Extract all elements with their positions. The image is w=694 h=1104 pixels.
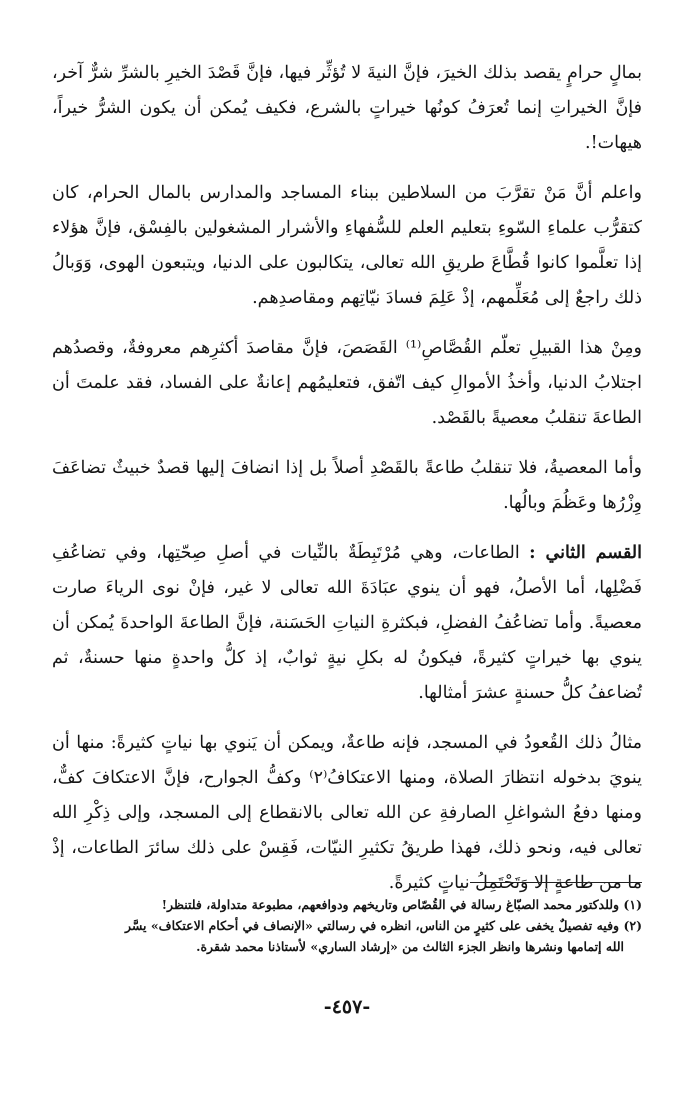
main-text [52, 56, 642, 901]
paragraph-1 [52, 56, 642, 161]
paragraph-6-text: مثالُ ذلك القُعودُ في المسجد، فإنه طاعةٌ، ويمكن أن يَنوي بها نياتٍ كثيرةً: منها أن ينويَ بدخوله انتظارَ الصلاة، ومنها الاعتكافُ⁽٢⁾ وكفُّ الجوارح، فإنَّ الاعتكافَ كفٌّ، ومنها دفعُ الشواغلِ الصارفةِ عن الله تعالى بالانقطاع إلى المسجد، وإلى ذِكْرِ الله تعالى فيه، ونحو ذلك، فهذا طريقُ تكثيرِ النيّات، فَقِسْ على ذلك سائرَ الطاعات، إذْ ما من طاعةٍ إلا وَتَحْتَمِلُ نياتٍ كثيرةً. [52, 733, 642, 893]
page-number: -٤٥٧- [323, 996, 371, 1018]
section-heading: القسم الثاني : [529, 543, 642, 563]
footnote-2: (٢) وفيه تفصيلٌ يخفى على كثيرٍ من الناس، انظره في رسالتي «الإنصاف في أحكام الاعتكاف» يسَّر [124, 918, 642, 933]
paragraph-6 [52, 725, 642, 901]
footnote-separator [470, 882, 642, 883]
paragraph-3-text: ومِنْ هذا القبيلِ تعلّم القُصَّاصِ⁽¹⁾ القَصَصَ، فإنَّ مقاصدَ أكثرِهم معروفةٌ، وقصدُهم اجتلابُ الدنيا، وأخذُ الأموالِ كيف اتّفق، فتعليمُهم إعانةٌ على الفساد، فقد علمتَ أن الطاعةَ تنقلبُ معصيةً بالقَصْد. [52, 338, 642, 428]
footnote-1: (١) وللدكتور محمد الصبّاغ رسالة في القُصّاص وتاريخهم ودوافعهم، مطبوعة متداولة، فلتنظر! [161, 897, 642, 912]
paragraph-5 [52, 535, 642, 711]
footnote-2-continued: الله إتمامها ونشرها وانظر الجزء الثالث من «إرشاد الساري» لأستاذنا محمد شقرة. [196, 939, 624, 954]
paragraph-2 [52, 175, 642, 316]
paragraph-2-text: واعلم أنَّ مَنْ تقرَّبَ من السلاطين ببناء المساجد والمدارس بالمال الحرام، كان كتقرُّب علماءِ السّوءِ بتعليم العلم للسُّفهاءِ والأشرار المشغولين بالفِسْق، فإنَّ هؤلاء إذا تعلَّموا كانوا قُطَّاعَ طريقِ الله تعالى، يتكالبون على الدنيا، ويتبعون الهوى، وَوَبالُ ذلك راجعٌ إلى مُعَلِّمهم، إذْ عَلِمَ فسادَ نيّاتِهم ومقاصدِهم. [52, 183, 642, 308]
paragraph-4-text: وأما المعصيةُ، فلا تنقلبُ طاعةً بالقَصْدِ أصلاً بل إذا انضافَ إليها قصدٌ خبيثٌ تضاعَفَ وِزْرُها وعَظُمَ وبالُها. [52, 458, 642, 513]
paragraph-4 [52, 450, 642, 521]
paragraph-3 [52, 330, 642, 436]
paragraph-1-text: بمالٍ حرامٍ يقصد بذلك الخيرَ، فإنَّ النيةَ لا تُؤثِّر فيها، فإنَّ قَصْدَ الخيرِ بالشرِّ شرٌّ آخر، فإنَّ الخيراتِ إنما تُعرَفُ كونُها خيراتٍ بالشرع، فكيف يُمكن أن يكون الشرُّ خيراً، هيهات!. [52, 63, 642, 153]
footnotes [52, 894, 642, 957]
paragraph-5-text: الطاعات، وهي مُرْتَبِطَةٌ بالنِّيات في أصلِ صِحّتِها، وفي تضاعُفِ فَضْلِها، أما الأصلُ، فهو أن ينوي عبَادَةَ الله تعالى لا غير، فإنْ نوى الرياءَ صارت معصيةً. وأما تضاعُفُ الفضلِ، فبكثرةِ النياتِ الحَسَنة، فإنَّ الطاعةَ الواحدةَ يُمكن أن ينوي بها خيراتٍ كثيرةً، فيكونُ له بكلِ نيةٍ ثوابٌ، إذ كلُّ واحدةٍ منها حسنةٌ، ثم تُضاعفُ كلُّ حسنةٍ عشرَ أمثالها. [52, 543, 642, 703]
book-page [52, 56, 642, 1104]
